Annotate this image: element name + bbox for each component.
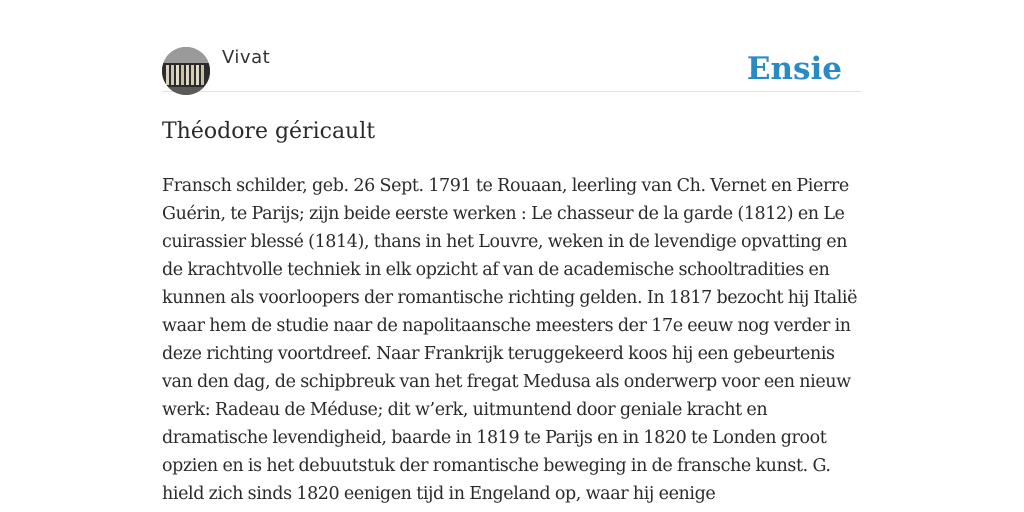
source-name[interactable]: Vivat — [222, 47, 271, 68]
article-title: Théodore géricault — [162, 119, 376, 144]
page-container — [162, 47, 862, 508]
header — [162, 47, 862, 92]
article-body: Fransch schilder, geb. 26 Sept. 1791 te Rouaan, leerling van Ch. Vernet en Pierre Guérin, te Parijs; zijn beide eerste werken : Le chasseur de la garde (1812) en Le cuirassier blessé (1814), thans in het Louvre, weken in de levendige opvatting en de krachtvolle techniek in elk opzicht af van de academische schooltradities en kunnen als voorloopers der romantische richting gelden. In 1817 bezocht hij Italië waar hem de studie naar de napolitaansche meesters der 17e eeuw nog verder in deze richting voortdreef. Naar Frankrijk teruggekeerd koos hij een gebeurtenis van den dag, de schipbreuk van het fregat Medusa als onderwerp voor een nieuw werk: Radeau de Méduse; dit w’erk, uitmuntend door geniale kracht en dramatische levendigheid, baarde in 1819 te Parijs en in 1820 te Londen groot opzien en is het debuutstuk der romantische beweging in de fransche kunst. G. hield zich sinds 1820 eenigen tijd in Engeland op, waar hij eenige — [162, 176, 858, 504]
book-spines-icon[interactable] — [162, 47, 210, 95]
brand-logo[interactable]: Ensie — [746, 51, 842, 87]
